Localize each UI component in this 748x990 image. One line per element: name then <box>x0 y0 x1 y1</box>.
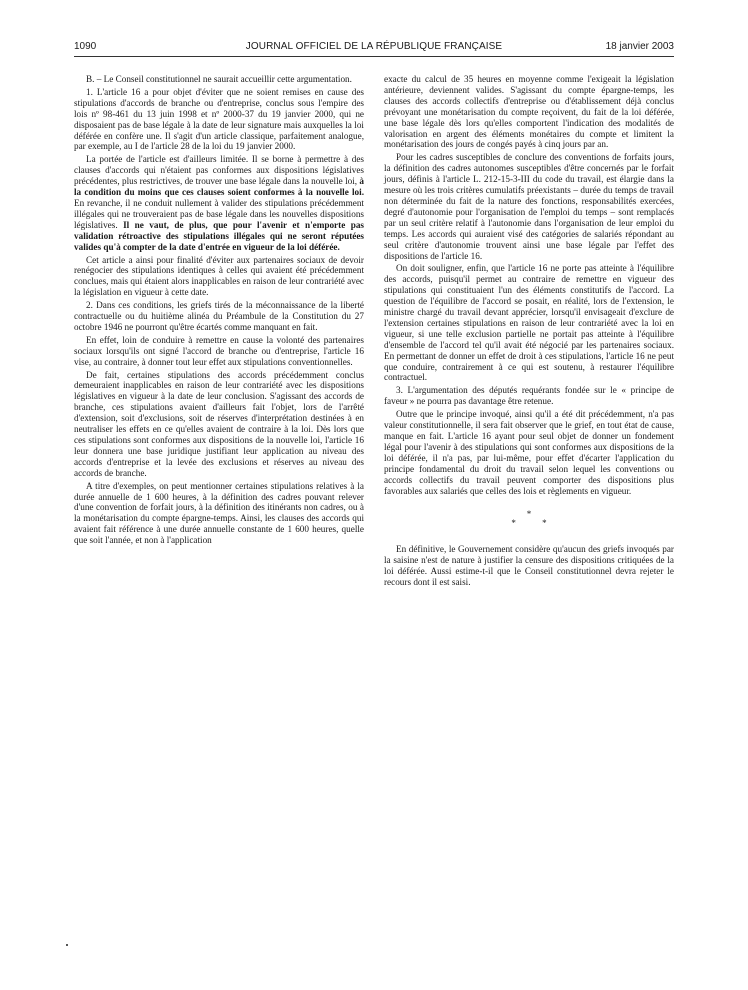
paragraph: 1. L'article 16 a pour objet d'éviter que ne soient remises en cause des stipulations d'accords de branche ou d'entreprise, conclus sous l'empire des lois nº 98-461 du 13 juin 1998 et nº 2000-37 du 19 janvier 2000, qui ne disposaient pas de base légale à la date de leur signature mais auxquelles la loi déférée en confère une. Il s'agit d'un article classique, parfaitement analogue, par exemple, au I de l'article 28 de la loi du 19 janvier 2000. <box>74 86 364 152</box>
publication-date: 18 janvier 2003 <box>605 41 674 52</box>
paragraph: 3. L'argumentation des députés requérants fondée sur le « principe de faveur » ne pourra pas davantage être retenue. <box>384 385 674 407</box>
bold-text-run: à la condition du moins que ces clauses soient conformes à la nouvelle loi. <box>74 176 364 198</box>
paragraph: exacte du calcul de 35 heures en moyenne comme l'exigeait la législation antérieure, deviennent valides. S'agissant du compte épargne-temps, les clauses des accords collectifs d'entreprise ou d'établissement déjà conclus prévoyant une monétarisation du compte reçoivent, du fait de la loi déférée, une base légale dès lors qu'elles comportent l'indication des modalités de valorisation en argent des éléments monétaires du compte et limitent la monétarisation des jours de congés payés à cinq jours par an. <box>384 74 674 150</box>
paragraph <box>74 154 364 252</box>
paragraph: En définitive, le Gouvernement considère qu'aucun des griefs invoqués par la saisine n'est de nature à justifier la censure des dispositions critiquées de la loi déférée. Aussi estime-t-il que le Conseil constitutionnel devra rejeter le recours dont il est saisi. <box>384 544 674 588</box>
paragraph: A titre d'exemples, on peut mentionner certaines stipulations relatives à la durée annuelle de 1 600 heures, à la définition des cadres pouvant relever d'une convention de forfait jours, à la définition des itinérants non cadres, ou à la monétarisation du compte épargne-temps. Ainsi, les clauses des accords qui avaient fait référence à une durée annuelle constante de 1 600 heures, quelle que soit l'année, et non à l'application <box>74 480 364 546</box>
bold-text-run: Il ne vaut, de plus, que pour l'avenir et n'emporte pas validation rétroactive des stipulations illégales qui ne seront réputées valides qu'à compter de la date d'entrée en vigueur de la loi déférée. <box>74 219 364 252</box>
page-header <box>74 40 674 54</box>
right-column <box>384 74 674 590</box>
text-run: La portée de l'article est d'ailleurs limitée. Il se borne à permettre à des clauses d'accords qui n'étaient pas conformes aux dispositions législatives précédentes, plus restrictives, de trouver une base légale dans la nouvelle loi, <box>74 154 364 187</box>
paragraph: Pour les cadres susceptibles de conclure des conventions de forfaits jours, la définition des cadres autonomes susceptibles d'être concernés par le forfait jours, définis à l'article L. 212-15-3-III du code du travail, est élargie dans la mesure où les trois critères cumulatifs préexistants – durée du temps de travail non déterminée du fait de la nature des fonctions, responsabilités exercées, degré d'autonomie pour l'organisation de l'emploi du temps – sont remplacés par un seul critère relatif à l'autonomie dans l'organisation de leur emploi du temps. Les accords qui auraient visé des catégories de salariés répondant au seul critère d'autonomie trouvent ainsi une base légale par l'effet des dispositions de l'article 16. <box>384 152 674 261</box>
section-separator <box>384 510 674 528</box>
left-column <box>74 74 364 548</box>
paragraph: Outre que le principe invoqué, ainsi qu'il a été dit précédemment, n'a pas valeur constitutionnelle, il sera fait observer que le grief, en tout état de cause, manque en fait. L'article 16 ayant pour seul objet de donner un fondement légal pour l'avenir à des stipulations qui sont conformes aux dispositions de la loi déférée, il n'a pas, par lui-même, pour effet d'écarter l'application du principe fondamental du droit du travail selon lequel les conventions ou accords collectifs du travail peuvent comporter des dispositions plus favorables aux salariés que celles des lois et règlements en vigueur. <box>384 409 674 496</box>
header-rule <box>74 56 674 57</box>
text-run: En revanche, il ne conduit nullement à valider des stipulations précédemment illégales qui ne trouveraient pas de base légale dans les nouvelles dispositions législatives. <box>74 197 364 230</box>
paragraph: Cet article a ainsi pour finalité d'éviter aux partenaires sociaux de devoir renégocier des stipulations identiques à celles qui avaient été précédemment conclues, mais qui étaient alors inapplicables en raison de leur contrariété avec la législation en vigueur à cette date. <box>74 254 364 298</box>
scan-mark <box>66 944 68 946</box>
journal-title: JOURNAL OFFICIEL DE LA RÉPUBLIQUE FRANÇAISE <box>245 41 503 52</box>
paragraph: On doit souligner, enfin, que l'article 16 ne porte pas atteinte à l'équilibre des accords, puisqu'il permet au contraire de remettre en vigueur des stipulations qui constituaient l'un des éléments constitutifs de l'accord. La question de l'équilibre de l'accord se posait, en réalité, lors de l'extension, le ministre chargé du travail devant apprécier, lorsqu'il envisageait d'exclure de l'extension certaines stipulations en raison de leur contrariété avec la loi en vigueur, si une telle exclusion partielle ne portait pas atteinte à l'équilibre d'ensemble de l'accord tel qu'il avait été négocié par les partenaires sociaux. En permettant de donner un effet de droit à ces stipulations, l'article 16 ne peut que conduire, contrairement à ce qui est soutenu, à restaurer l'équilibre contractuel. <box>384 263 674 383</box>
separator-star-top: * <box>526 509 532 520</box>
paragraph: De fait, certaines stipulations des accords précédemment conclus demeuraient inapplicables en raison de leur contrariété avec les dispositions législatives en vigueur à la date de leur conclusion. S'agissant des accords de branche, ces stipulations avaient d'ailleurs fait l'objet, lors de l'arrêté d'extension, soit d'exclusions, soit de réserves d'interprétation destinées à en neutraliser les effets en ce qu'elles avaient de contraire à la loi. Dès lors que ces stipulations sont conformes aux dispositions de la nouvelle loi, l'article 16 leur donnera une base juridique justifiant leur application au niveau des accords d'entreprise et la levée des exclusions et réserves au niveau des accords de branche. <box>74 369 364 478</box>
separator-stars-bottom: * * <box>511 518 559 529</box>
paragraph: 2. Dans ces conditions, les griefs tirés de la méconnaissance de la liberté contractuelle ou du huitième alinéa du Préambule de la Constitution du 27 octobre 1946 ne pourront qu'être écartés comme manquant en fait. <box>74 300 364 332</box>
paragraph: En effet, loin de conduire à remettre en cause la volonté des partenaires sociaux lorsqu'ils ont signé l'accord de branche ou d'entreprise, l'article 16 vise, au contraire, à donner tout leur effet aux stipulations conventionnelles. <box>74 334 364 367</box>
page-number: 1090 <box>74 41 97 52</box>
paragraph: B. – Le Conseil constitutionnel ne saurait accueillir cette argumentation. <box>86 74 352 84</box>
